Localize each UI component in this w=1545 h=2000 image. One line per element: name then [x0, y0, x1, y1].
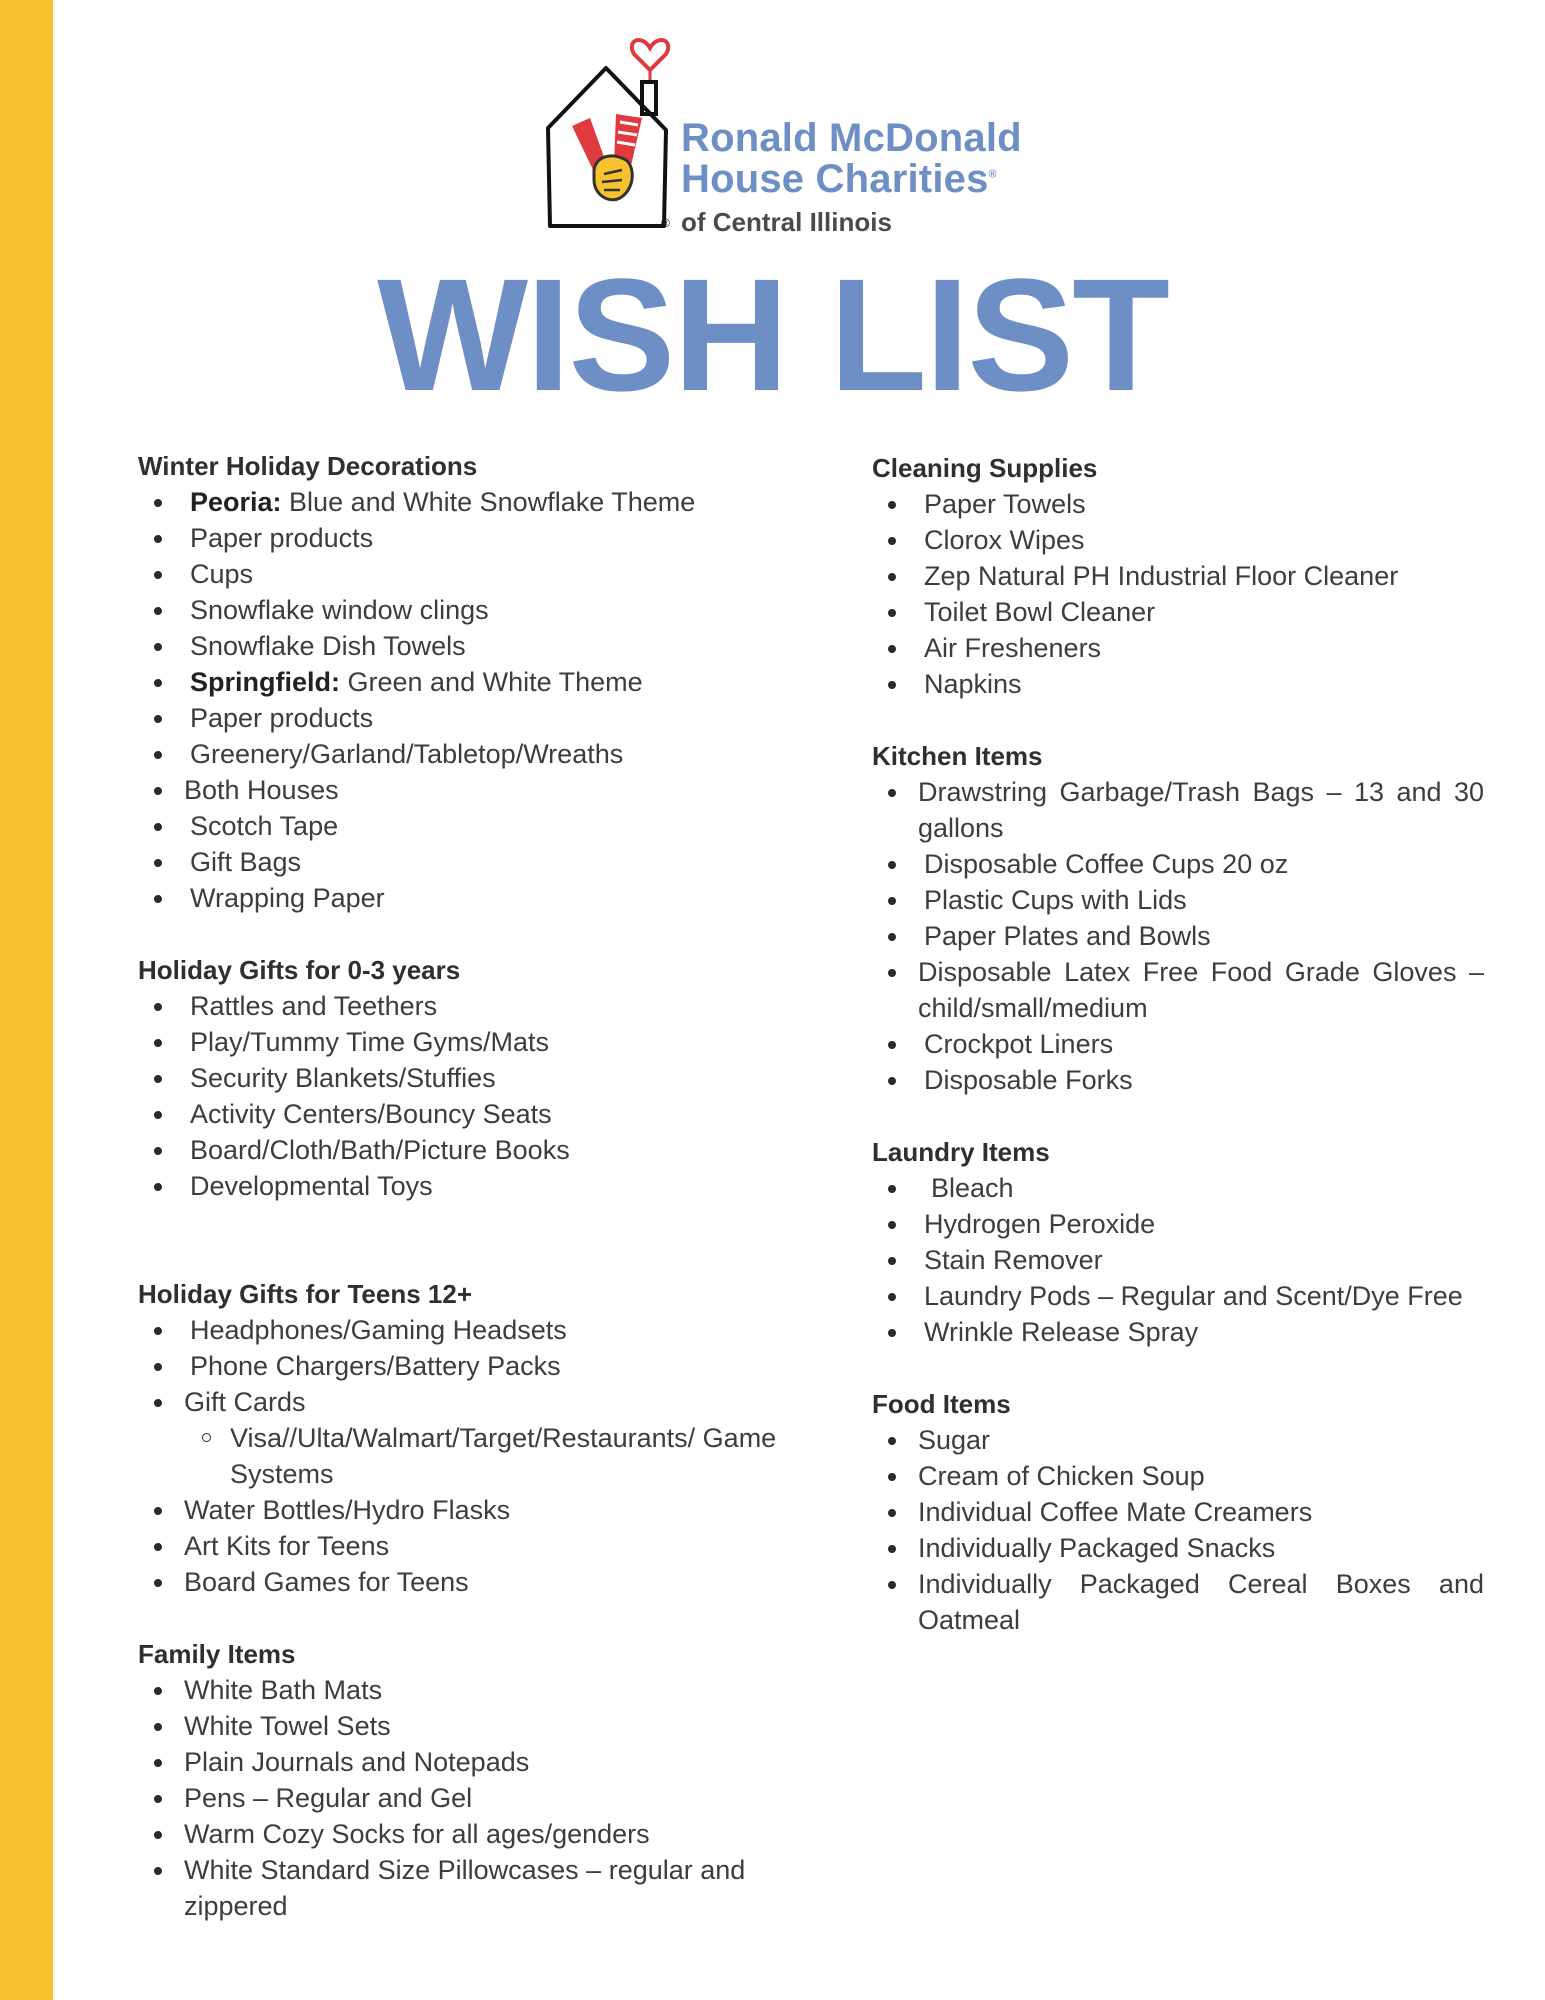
list-item: Gift Cards — [138, 1384, 788, 1420]
list-item: Art Kits for Teens — [138, 1528, 788, 1564]
list-item: Security Blankets/Stuffies — [138, 1060, 788, 1096]
peoria-text: Blue and White Snowflake Theme — [281, 487, 696, 517]
section-heading: Laundry Items — [872, 1137, 1050, 1167]
section-food-items — [872, 1386, 1484, 1638]
list-item: Paper products — [138, 700, 788, 736]
list-item: Individual Coffee Mate Creamers — [872, 1494, 1484, 1530]
list-item: Disposable Forks — [872, 1062, 1484, 1098]
list-item: Sugar — [872, 1422, 1484, 1458]
list-item: Cups — [138, 556, 788, 592]
list-item: Zep Natural PH Industrial Floor Cleaner — [872, 558, 1484, 594]
logo-line-ronald-mcdonald: Ronald McDonald — [681, 116, 1022, 160]
kitchen-list — [872, 774, 1484, 1098]
list-item: Wrapping Paper — [138, 880, 788, 916]
list-item: Wrinkle Release Spray — [872, 1314, 1484, 1350]
list-item: Disposable Latex Free Food Grade Gloves – child/small/medium — [872, 954, 1484, 1026]
section-heading: Holiday Gifts for Teens 12+ — [138, 1279, 473, 1309]
list-item: Play/Tummy Time Gyms/Mats — [138, 1024, 788, 1060]
list-item: Board Games for Teens — [138, 1564, 788, 1600]
list-item: Air Fresheners — [872, 630, 1484, 666]
logo-line-central-illinois: of Central Illinois — [681, 207, 892, 237]
gifts03-list — [138, 988, 788, 1204]
section-cleaning-supplies — [872, 450, 1484, 702]
list-item: Drawstring Garbage/Trash Bags – 13 and 30 gallons — [872, 774, 1484, 846]
section-heading: Food Items — [872, 1389, 1011, 1419]
list-item: Crockpot Liners — [872, 1026, 1484, 1062]
list-item: Snowflake Dish Towels — [138, 628, 788, 664]
section-heading: Cleaning Supplies — [872, 453, 1098, 483]
logo-line-house-charities — [681, 157, 997, 202]
laundry-list — [872, 1170, 1484, 1350]
section-heading: Family Items — [138, 1639, 296, 1669]
list-item: White Standard Size Pillowcases – regular and zippered — [138, 1852, 788, 1924]
peoria-label: Peoria: — [190, 487, 282, 517]
winter-list — [138, 484, 788, 916]
list-item: Paper Plates and Bowls — [872, 918, 1484, 954]
springfield-label: Springfield: — [190, 667, 340, 697]
logo-line2-registered: ® — [988, 168, 997, 181]
list-item: Greenery/Garland/Tabletop/Wreaths — [138, 736, 788, 772]
list-item: Laundry Pods – Regular and Scent/Dye Free — [872, 1278, 1484, 1314]
list-item: Headphones/Gaming Headsets — [138, 1312, 788, 1348]
list-item: Paper Towels — [872, 486, 1484, 522]
page-title: WISH LIST — [377, 245, 1168, 424]
right-column — [872, 450, 1484, 1638]
list-item: Gift Bags — [138, 844, 788, 880]
list-item — [138, 664, 788, 700]
list-subitem: Visa//Ulta/Walmart/Target/Restaurants/ Game Systems — [138, 1420, 788, 1492]
section-family-items — [138, 1636, 788, 1924]
list-item: Plastic Cups with Lids — [872, 882, 1484, 918]
left-column — [138, 448, 788, 1924]
list-item: Paper products — [138, 520, 788, 556]
list-item: Disposable Coffee Cups 20 oz — [872, 846, 1484, 882]
list-item: Warm Cozy Socks for all ages/genders — [138, 1816, 788, 1852]
list-item — [138, 484, 788, 520]
section-heading: Winter Holiday Decorations — [138, 451, 478, 481]
logo-registered-mark: ® — [661, 216, 670, 230]
rmhc-logo — [538, 30, 1068, 240]
food-list — [872, 1422, 1484, 1638]
list-item: Scotch Tape — [138, 808, 788, 844]
list-item: Individually Packaged Cereal Boxes and Oatmeal — [872, 1566, 1484, 1638]
list-item: Toilet Bowl Cleaner — [872, 594, 1484, 630]
list-item: Snowflake window clings — [138, 592, 788, 628]
section-kitchen-items — [872, 738, 1484, 1098]
list-item: Board/Cloth/Bath/Picture Books — [138, 1132, 788, 1168]
list-item: Hydrogen Peroxide — [872, 1206, 1484, 1242]
list-item: Napkins — [872, 666, 1484, 702]
list-item: Water Bottles/Hydro Flasks — [138, 1492, 788, 1528]
list-item: Individually Packaged Snacks — [872, 1530, 1484, 1566]
list-item: Plain Journals and Notepads — [138, 1744, 788, 1780]
teens-list — [138, 1312, 788, 1600]
family-list — [138, 1672, 788, 1924]
section-holiday-gifts-teens — [138, 1276, 788, 1600]
list-item: Clorox Wipes — [872, 522, 1484, 558]
list-item: Cream of Chicken Soup — [872, 1458, 1484, 1494]
list-item: White Towel Sets — [138, 1708, 788, 1744]
list-item: Both Houses — [138, 772, 788, 808]
springfield-text: Green and White Theme — [340, 667, 643, 697]
cleaning-list — [872, 486, 1484, 702]
section-winter-holiday-decorations — [138, 448, 788, 916]
logo-line2-text: House Charities — [681, 157, 989, 201]
list-item: Bleach — [872, 1170, 1484, 1206]
list-item: Pens – Regular and Gel — [138, 1780, 788, 1816]
section-heading: Holiday Gifts for 0-3 years — [138, 955, 461, 985]
list-item: White Bath Mats — [138, 1672, 788, 1708]
list-item: Developmental Toys — [138, 1168, 788, 1204]
list-item: Activity Centers/Bouncy Seats — [138, 1096, 788, 1132]
list-item: Stain Remover — [872, 1242, 1484, 1278]
section-heading: Kitchen Items — [872, 741, 1043, 771]
section-holiday-gifts-0-3 — [138, 952, 788, 1204]
list-item: Phone Chargers/Battery Packs — [138, 1348, 788, 1384]
list-item: Rattles and Teethers — [138, 988, 788, 1024]
section-laundry-items — [872, 1134, 1484, 1350]
house-hand-heart-icon — [538, 30, 678, 240]
